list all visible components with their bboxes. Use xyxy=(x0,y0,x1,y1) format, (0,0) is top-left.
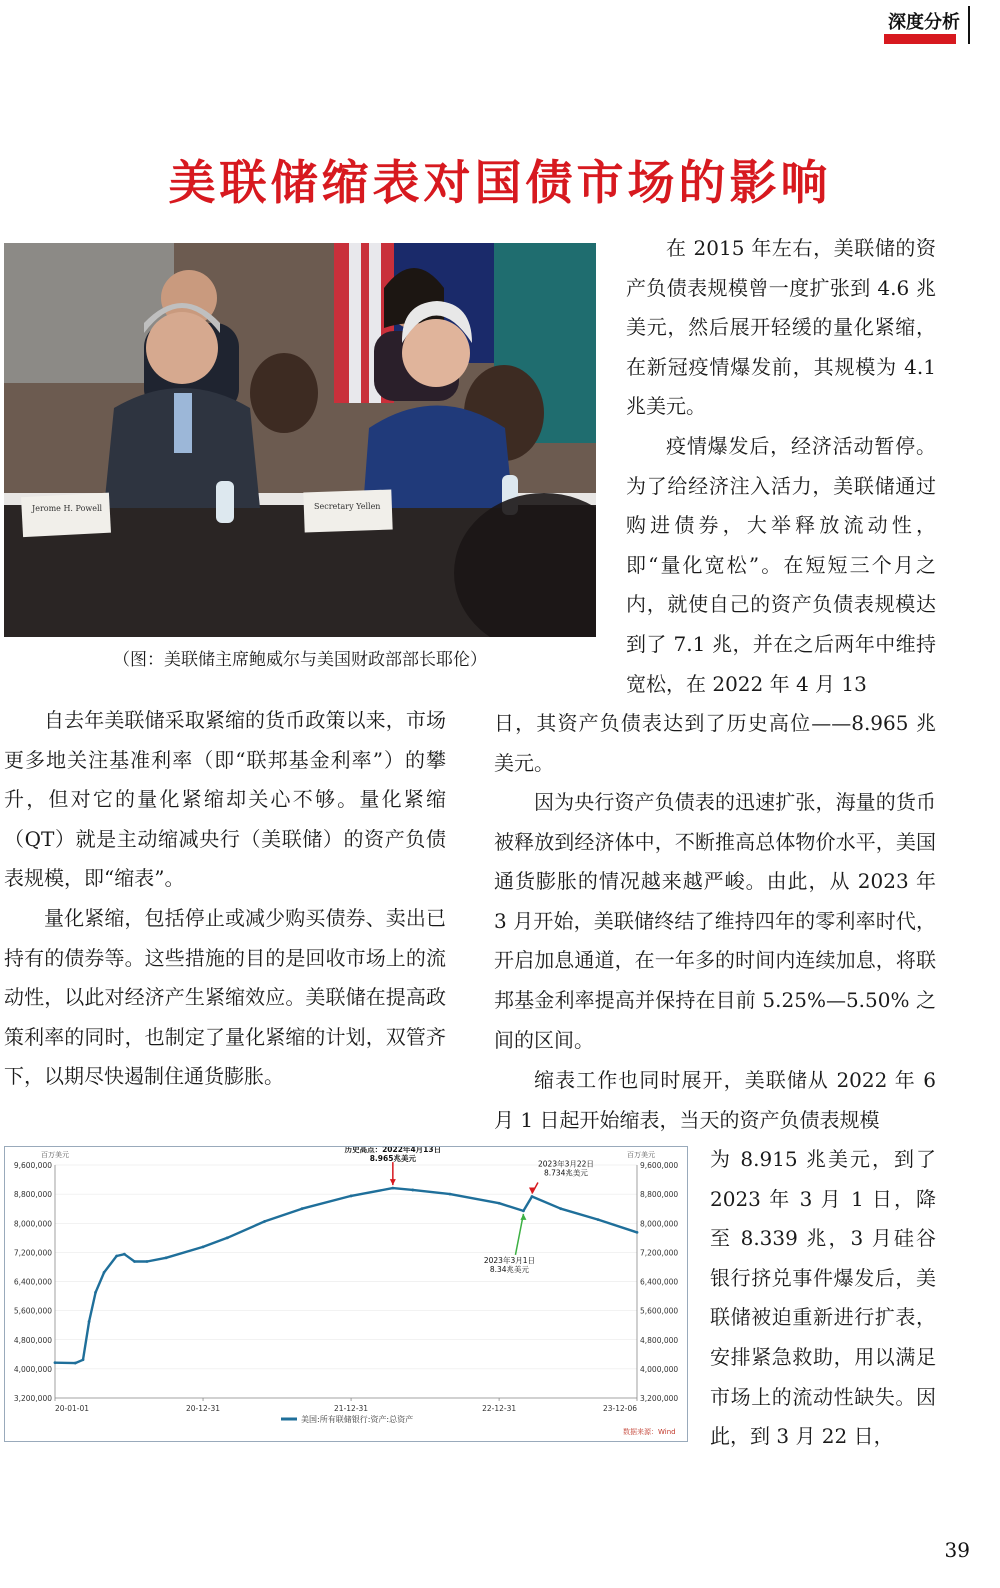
y-tick-label-right: 6,400,000 xyxy=(640,1277,679,1287)
legend-label: 美国:所有联储银行:资产:总资产 xyxy=(301,1415,414,1424)
data-point xyxy=(391,1187,394,1190)
data-point xyxy=(301,1207,304,1210)
data-point xyxy=(350,1195,353,1198)
section-label: 深度分析 xyxy=(888,12,960,33)
data-point xyxy=(559,1207,562,1210)
y-tick-label-left: 7,200,000 xyxy=(13,1248,52,1258)
y-tick-label-left: 5,600,000 xyxy=(13,1306,52,1316)
y-tick-label-right: 3,200,000 xyxy=(640,1394,679,1403)
chart-source: 数据来源：Wind xyxy=(623,1428,676,1436)
data-point xyxy=(82,1358,85,1361)
y-tick-label-left: 3,200,000 xyxy=(13,1394,52,1403)
y-tick-label-right: 7,200,000 xyxy=(640,1248,679,1258)
chart-legend xyxy=(281,1414,413,1424)
paragraph: 在 2015 年左右，美联储的资产负债表规模曾一度扩张到 4.6 兆美元，然后展开轻缓的量化紧缩，在新冠疫情爆发前，其规模为 4.1 兆美元。 xyxy=(626,236,936,419)
paragraph: 为 8.915 兆美元，到了 2023 年 3 月 1 日，降至 8.339 兆，3 月硅谷银行挤兑事件爆发后，美联储被迫重新进行扩表，安排紧急救助，用以满足市场上的流动性缺失。因此，到 3 月 22 日， xyxy=(710,1147,936,1449)
annotation-value: 8.965兆美元 xyxy=(369,1154,416,1164)
data-point xyxy=(636,1231,639,1234)
paragraph: 疫情爆发后，经济活动暂停。为了给经济注入活力，美联储通过购进债券，大举释放流动性，即“量化宽松”。在短短三个月之内，就使自己的资产负债表规模达到了 7.1 兆，并在之后两年中维持宽松，在 2022 年 4 月 13 xyxy=(626,434,936,696)
annotation-value: 8.734兆美元 xyxy=(543,1168,588,1178)
section-rule xyxy=(968,6,970,44)
y-tick-label-left: 8,800,000 xyxy=(13,1190,52,1200)
photo-caption: （图：美联储主席鲍威尔与美国财政部部长耶伦） xyxy=(113,650,487,670)
balance-sheet-chart xyxy=(4,1146,688,1442)
y-tick-label-left: 4,000,000 xyxy=(13,1364,52,1374)
y-tick-label-right: 8,800,000 xyxy=(640,1190,679,1200)
data-point xyxy=(88,1320,91,1323)
data-point xyxy=(597,1218,600,1221)
data-point xyxy=(94,1291,97,1294)
data-point xyxy=(146,1260,149,1263)
x-tick-label: 20-01-01 xyxy=(55,1404,90,1413)
data-point xyxy=(115,1255,118,1258)
section-accent-bar xyxy=(884,34,956,44)
paragraph: 缩表工作也同时展开，美联储从 2022 年 6 月 1 日起开始缩表，当天的资产负债表规模 xyxy=(494,1068,936,1132)
placard-yellen: Secretary Yellen xyxy=(314,502,381,511)
page-number: 39 xyxy=(944,1538,970,1562)
chart-unit-left: 百万美元 xyxy=(41,1151,69,1159)
y-tick-label-right: 8,000,000 xyxy=(640,1219,679,1229)
data-point xyxy=(165,1256,168,1259)
data-point xyxy=(449,1193,452,1196)
annotation-arrow xyxy=(515,1214,523,1255)
data-point xyxy=(133,1260,136,1263)
annotation-label: 2023年3月1日 xyxy=(483,1255,536,1265)
y-tick-label-right: 9,600,000 xyxy=(640,1161,679,1170)
x-tick-label: 22-12-31 xyxy=(482,1404,517,1413)
data-point xyxy=(531,1195,534,1198)
series-line xyxy=(55,1188,637,1363)
annotation-label: 历史高点：2022年4月13日 xyxy=(344,1147,442,1155)
annotation-arrowhead xyxy=(520,1214,526,1220)
data-point xyxy=(74,1362,77,1365)
data-point xyxy=(54,1361,57,1364)
y-tick-label-left: 9,600,000 xyxy=(13,1161,52,1170)
paragraph: 量化紧缩，包括停止或减少购买债券、卖出已持有的债券等。这些措施的目的是回收市场上的流动性，以此对经济产生紧缩效应。美联储在提高政策利率的同时，也制定了量化紧缩的计划，双管齐下，以期尽快遏制住通货膨胀。 xyxy=(4,906,446,1089)
y-tick-label-left: 8,000,000 xyxy=(13,1219,52,1229)
y-tick-label-left: 6,400,000 xyxy=(13,1277,52,1287)
data-point xyxy=(411,1189,414,1192)
data-point xyxy=(202,1246,205,1249)
x-tick-label: 23-12-06 xyxy=(602,1404,637,1413)
x-tick-label: 20-12-31 xyxy=(186,1404,221,1413)
data-point xyxy=(263,1220,266,1223)
chart-svg xyxy=(5,1147,687,1441)
data-point xyxy=(103,1271,106,1274)
x-tick-label: 21-12-31 xyxy=(334,1404,369,1413)
y-tick-label-right: 5,600,000 xyxy=(640,1306,679,1316)
paragraph: 因为央行资产负债表的迅速扩张，海量的货币被释放到经济体中，不断推高总体物价水平，美国通货膨胀的情况越来越严峻。由此，从 2023 年 3 月开始，美联储终结了维持四年的零利率时代，开启加息通道，在一年多的时间内连续加息，将联邦基金利率提高并保持在目前 5.25%—5.50% 之间的区间。 xyxy=(494,790,936,1052)
data-point xyxy=(498,1202,501,1205)
chart-unit-right: 百万美元 xyxy=(627,1151,655,1159)
data-point xyxy=(123,1253,126,1256)
article-photo xyxy=(4,243,596,637)
annotation-arrowhead xyxy=(390,1179,396,1185)
y-tick-label-left: 4,800,000 xyxy=(13,1335,52,1345)
data-point xyxy=(226,1236,229,1239)
annotation-label: 2023年3月22日 xyxy=(538,1159,594,1169)
placard-powell: Jerome H. Powell xyxy=(32,504,103,513)
y-tick-label-right: 4,000,000 xyxy=(640,1364,679,1374)
annotation-value: 8.34兆美元 xyxy=(489,1264,530,1274)
y-tick-label-right: 4,800,000 xyxy=(640,1335,679,1345)
data-point xyxy=(522,1210,525,1213)
paragraph: 日，其资产负债表达到了历史高位——8.965 兆美元。 xyxy=(494,711,936,775)
paragraph: 自去年美联储采取紧缩的货币政策以来，市场更多地关注基准利率（即“联邦基金利率”）的攀升，但对它的量化紧缩却关心不够。量化紧缩（QT）就是主动缩减央行（美联储）的资产负债表规模，即“缩表”。 xyxy=(4,708,446,891)
article-title: 美联储缩表对国债市场的影响 xyxy=(168,156,832,211)
